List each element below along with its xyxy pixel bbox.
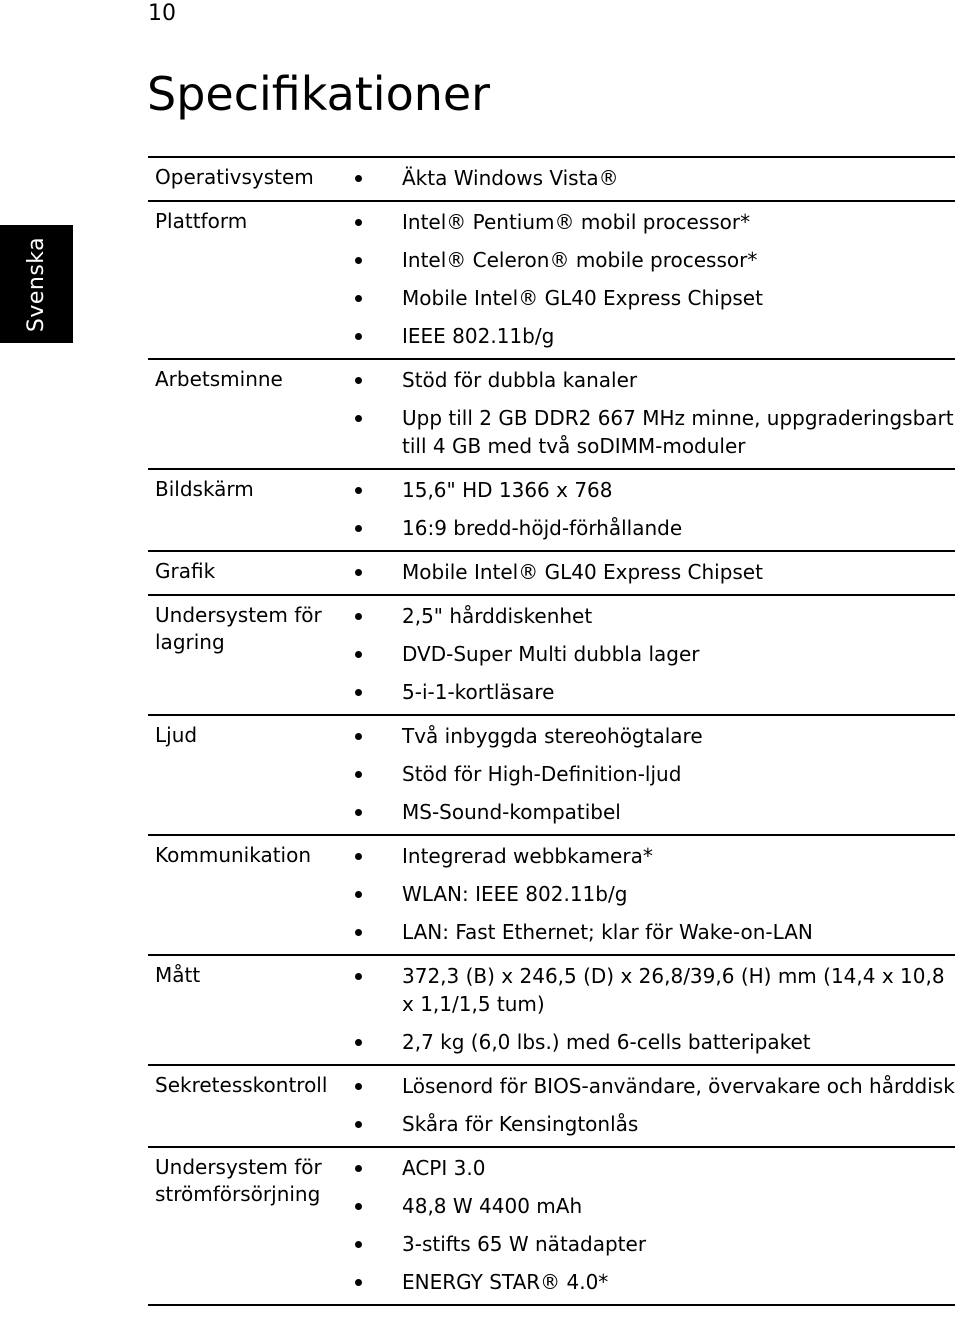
bullet-icon (355, 175, 362, 182)
bullet-icon (355, 891, 362, 898)
bullet-icon (355, 1165, 362, 1172)
spec-label: Undersystem för strömförsörjning (155, 1155, 322, 1206)
bullet-icon (355, 853, 362, 860)
spec-label: Bildskärm (155, 477, 254, 501)
spec-value: Mobile Intel® GL40 Express Chipset (355, 284, 955, 322)
spec-value: 2,5" hårddiskenhet (355, 602, 955, 640)
bullet-icon (355, 1279, 362, 1286)
spec-value: 2,7 kg (6,0 lbs.) med 6-cells batteripaket (355, 1028, 955, 1060)
spec-row-operativsystem (148, 158, 955, 202)
bullet-icon (355, 613, 362, 620)
spec-value: Äkta Windows Vista® (355, 164, 955, 196)
language-tab-label: Svenska (24, 236, 50, 332)
bullet-icon (355, 689, 362, 696)
spec-row-kommunikation (148, 836, 955, 956)
spec-value: 5-i-1-kortläsare (355, 678, 955, 710)
spec-row-bildskarm (148, 470, 955, 552)
spec-label: Plattform (155, 209, 248, 233)
spec-values (355, 602, 955, 710)
spec-value: Integrerad webbkamera* (355, 842, 955, 880)
spec-label: Mått (155, 963, 201, 987)
spec-label: Undersystem för lagring (155, 603, 322, 654)
spec-row-plattform (148, 202, 955, 360)
spec-value: 16:9 bredd-höjd-förhållande (355, 514, 955, 546)
spec-row-ljud (148, 716, 955, 836)
spec-row-sekretesskontroll (148, 1066, 955, 1148)
spec-label: Sekretesskontroll (155, 1073, 328, 1097)
bullet-icon (355, 973, 362, 980)
spec-label: Operativsystem (155, 165, 314, 189)
bullet-icon (355, 1083, 362, 1090)
bullet-icon (355, 377, 362, 384)
spec-label: Arbetsminne (155, 367, 283, 391)
page-number: 10 (148, 1, 176, 26)
bullet-icon (355, 1203, 362, 1210)
spec-value: Intel® Celeron® mobile processor* (355, 246, 955, 284)
spec-values (355, 164, 955, 196)
bullet-icon (355, 295, 362, 302)
spec-value: 372,3 (B) x 246,5 (D) x 26,8/39,6 (H) mm (14,4 x 10,8 x 1,1/1,5 tum) (355, 962, 955, 1028)
bullet-icon (355, 651, 362, 658)
spec-value: Stöd för dubbla kanaler (355, 366, 955, 404)
bullet-icon (355, 219, 362, 226)
spec-row-lagring (148, 596, 955, 716)
spec-row-matt (148, 956, 955, 1066)
spec-row-grafik (148, 552, 955, 596)
spec-value: Stöd för High-Definition-ljud (355, 760, 955, 798)
bullet-icon (355, 929, 362, 936)
spec-value: 3-stifts 65 W nätadapter (355, 1230, 955, 1268)
spec-value: 48,8 W 4400 mAh (355, 1192, 955, 1230)
spec-values (355, 558, 955, 590)
page-title: Specifikationer (147, 67, 491, 121)
spec-value: DVD-Super Multi dubbla lager (355, 640, 955, 678)
spec-values (355, 962, 955, 1060)
bullet-icon (355, 1039, 362, 1046)
spec-value: ACPI 3.0 (355, 1154, 955, 1192)
bullet-icon (355, 415, 362, 422)
spec-values (355, 208, 955, 354)
spec-value: Intel® Pentium® mobil processor* (355, 208, 955, 246)
bullet-icon (355, 333, 362, 340)
bullet-icon (355, 1241, 362, 1248)
bullet-icon (355, 1121, 362, 1128)
spec-value: ENERGY STAR® 4.0* (355, 1268, 955, 1300)
bullet-icon (355, 809, 362, 816)
spec-values (355, 1154, 955, 1300)
spec-value: Skåra för Kensingtonlås (355, 1110, 955, 1142)
spec-value: LAN: Fast Ethernet; klar för Wake-on-LAN (355, 918, 955, 950)
bullet-icon (355, 487, 362, 494)
spec-label: Kommunikation (155, 843, 312, 867)
spec-label: Ljud (155, 723, 198, 747)
spec-values (355, 366, 955, 464)
bullet-icon (355, 525, 362, 532)
spec-label: Grafik (155, 559, 216, 583)
spec-value: Mobile Intel® GL40 Express Chipset (355, 558, 955, 590)
spec-values (355, 722, 955, 830)
spec-row-stromforsorjning (148, 1148, 955, 1306)
spec-value: WLAN: IEEE 802.11b/g (355, 880, 955, 918)
spec-values (355, 1072, 955, 1142)
spec-value: 15,6" HD 1366 x 768 (355, 476, 955, 514)
bullet-icon (355, 733, 362, 740)
bullet-icon (355, 257, 362, 264)
spec-value: IEEE 802.11b/g (355, 322, 955, 354)
spec-value: Lösenord för BIOS-användare, övervakare och hårddisk (355, 1072, 955, 1110)
language-tab (0, 225, 73, 343)
spec-values (355, 476, 955, 546)
spec-value: MS-Sound-kompatibel (355, 798, 955, 830)
spec-values (355, 842, 955, 950)
spec-value: Upp till 2 GB DDR2 667 MHz minne, uppgraderingsbart till 4 GB med två soDIMM-moduler (355, 404, 955, 464)
spec-value: Två inbyggda stereohögtalare (355, 722, 955, 760)
bullet-icon (355, 569, 362, 576)
spec-table (148, 156, 955, 1306)
bullet-icon (355, 771, 362, 778)
spec-row-arbetsminne (148, 360, 955, 470)
